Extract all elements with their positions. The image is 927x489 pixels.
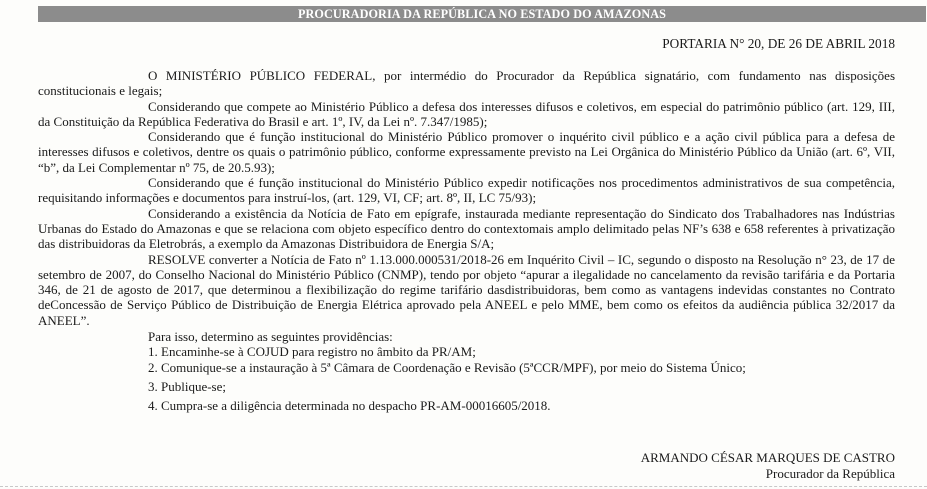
list-item: 3. Publique-se; <box>148 378 226 394</box>
paragraph-resolve: RESOLVE converter a Notícia de Fato nº 1.13.000.000531/2018-26 em Inquérito Civil – IC, segundo o disposto na Resolução n° 23, de 17 de setembro de 2007, do Conselho Nacional do Ministério Público (CNMP), tendo por objeto “apurar a ilegalidade no cancelamento da revisão tarifária e da Portaria 346, de 21 de agosto de 2017, que determinou a flexibilização do regime tarifário dasdistribuidoras, bem como as vantagens indevidas constantes no Contrato deConcessão de Serviço Público de Distribuição de Energia Elétrica aprovado pela ANEEL e pelo MME, bem como os efeitos da audiência pública 32/2017 da ANEEL”. <box>38 251 895 328</box>
list-item: 2. Comunique-se a instauração à 5ª Câmara de Coordenação e Revisão (5ªCCR/MPF), por meio do Sistema Único; <box>148 359 746 375</box>
section-header: PROCURADORIA DA REPÚBLICA NO ESTADO DO AMAZONAS <box>38 6 926 22</box>
list-item: 4. Cumpra-se a diligência determinada no despacho PR-AM-00016605/2018. <box>148 398 551 414</box>
paragraph-intro: O MINISTÉRIO PÚBLICO FEDERAL, por intermédio do Procurador da República signatário, com fundamento nas disposições constitucionais e legais; <box>38 68 895 99</box>
paragraph-considerando-3: Considerando que é função institucional do Ministério Público expedir notificações nos procedimentos administrativos de sua competência, requisitando informações e documentos para instruí-los, (art. 129, VI, CF; art. 8º, II, LC 75/93); <box>38 175 895 206</box>
paragraph-considerando-2: Considerando que é função institucional do Ministério Público promover o inquérito civil público e a ação civil pública para a defesa de interesses difusos e coletivos, dentre os quais o patrimônio público, conforme expressamente previsto na Lei Orgânica do Ministério Público da União (art. 6º, VII, “b”, da Lei Complementar nº 75, de 20.5.93); <box>38 129 895 175</box>
page-divider <box>0 486 927 487</box>
signatory-role: Procurador da República <box>765 466 895 481</box>
signatory-name: ARMANDO CÉSAR MARQUES DE CASTRO <box>640 450 895 465</box>
paragraph-considerando-1: Considerando que compete ao Ministério Público a defesa dos interesses difusos e coletivos, em especial do patrimônio público (art. 129, III, da Constituição da República Federativa do Brasil e art. 1º, IV, da Lei nº. 7.347/1985); <box>38 98 895 129</box>
list-item: 1. Encaminhe-se à COJUD para registro no âmbito da PR/AM; <box>148 344 476 360</box>
document-body <box>38 68 895 414</box>
providencias-intro: Para isso, determino as seguintes providências: <box>148 329 393 345</box>
paragraph-considerando-4: Considerando a existência da Notícia de Fato em epígrafe, instaurada mediante representação do Sindicato dos Trabalhadores nas Indústrias Urbanas do Estado do Amazonas e que se relaciona com objeto específico dentro do contextomais amplo delimitado pelas NF’s 638 e 658 referentes à privatização das distribuidoras da Eletrobrás, a exemplo da Amazonas Distribuidora de Energia S/A; <box>38 205 895 252</box>
signature-block <box>641 450 895 482</box>
portaria-title: PORTARIA N° 20, DE 26 DE ABRIL 2018 <box>662 36 895 51</box>
